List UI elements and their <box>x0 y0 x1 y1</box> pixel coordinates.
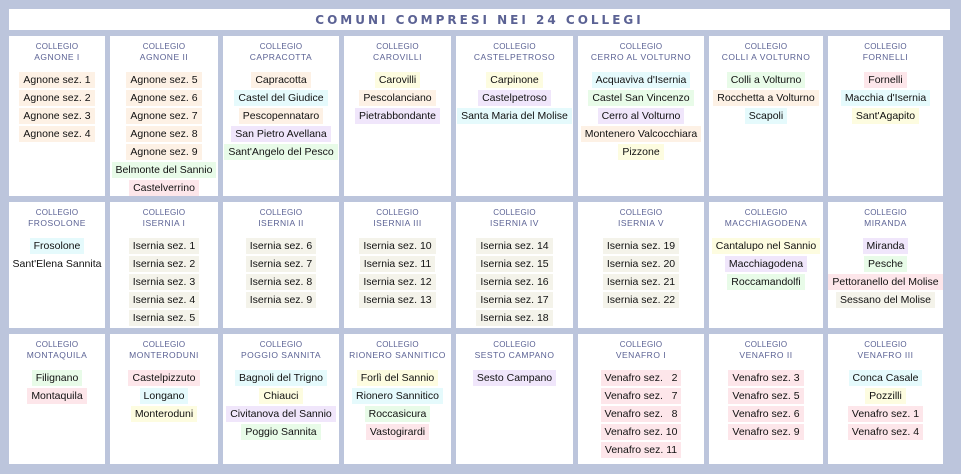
comune-item: Civitanova del Sannio <box>226 406 336 422</box>
collegio-name: VENAFRO II <box>739 350 793 360</box>
comune-item: Isernia sez. 11 <box>360 256 436 272</box>
collegio-label: COLLEGIO <box>376 208 419 217</box>
comune-item: Cerro al Volturno <box>598 108 685 124</box>
comune-item: Isernia sez. 7 <box>246 256 316 272</box>
collegio-name: AGNONE I <box>34 52 80 62</box>
collegio-name: ISERNIA IV <box>490 218 539 228</box>
collegio-label: COLLEGIO <box>744 42 788 51</box>
comune-item: Agnone sez. 4 <box>19 126 94 142</box>
comune-item: Pesche <box>864 256 907 272</box>
collegi-grid <box>9 36 950 464</box>
comune-item: Isernia sez. 13 <box>359 292 435 308</box>
collegio-header <box>456 42 573 70</box>
collegio-header <box>110 340 218 368</box>
comune-item: Agnone sez. 9 <box>126 144 201 160</box>
comune-item: Isernia sez. 5 <box>129 310 199 326</box>
comune-item: Venafro sez. 6 <box>728 406 803 422</box>
comune-item: Agnone sez. 3 <box>19 108 94 124</box>
collegio-name: VENAFRO I <box>615 350 667 360</box>
comune-item: Venafro sez. 9 <box>728 424 803 440</box>
collegio-name: ISERNIA III <box>373 218 422 228</box>
collegio-name: RIONERO SANNITICO <box>349 350 446 360</box>
comune-item: Sant'Elena Sannita <box>9 256 105 272</box>
comune-item: Pettoranello del Molise <box>828 274 942 290</box>
comune-item: Isernia sez. 20 <box>603 256 679 272</box>
collegio-cell <box>344 334 451 464</box>
comuni-list <box>709 368 823 440</box>
comune-item: Isernia sez. 17 <box>476 292 552 308</box>
comune-item: Isernia sez. 6 <box>246 238 316 254</box>
collegio-cell <box>828 334 943 464</box>
comune-item: San Pietro Avellana <box>231 126 330 142</box>
collegio-name: CERRO AL VOLTURNO <box>590 52 692 62</box>
title-bar <box>9 9 950 30</box>
collegio-label: COLLEGIO <box>142 208 186 217</box>
collegio-cell <box>578 202 704 328</box>
collegio-label: COLLEGIO <box>619 208 663 217</box>
comune-item: Isernia sez. 12 <box>359 274 435 290</box>
comune-item: Agnone sez. 1 <box>19 72 94 88</box>
collegio-header <box>828 42 943 70</box>
comune-item: Roccamandolfi <box>727 274 804 290</box>
comune-item: Isernia sez. 3 <box>129 274 199 290</box>
collegio-header <box>344 340 451 368</box>
collegio-label: COLLEGIO <box>376 42 419 51</box>
comune-item: Montaquila <box>27 388 86 404</box>
comune-item: Isernia sez. 4 <box>129 292 199 308</box>
collegio-header <box>709 208 823 236</box>
comune-item: Poggio Sannita <box>241 424 320 440</box>
comune-item: Santa Maria del Molise <box>457 108 572 124</box>
comune-item: Macchiagodena <box>725 256 807 272</box>
collegio-header <box>828 340 943 368</box>
collegio-name: ISERNIA I <box>142 218 186 228</box>
comune-item: Isernia sez. 2 <box>129 256 199 272</box>
collegio-name: COLLI A VOLTURNO <box>721 52 811 62</box>
comune-item: Rocchetta a Volturno <box>713 90 818 106</box>
comuni-list <box>828 368 943 440</box>
comune-item: Pescopennataro <box>239 108 323 124</box>
comune-item: Isernia sez. 8 <box>246 274 316 290</box>
comune-item: Castel San Vincenzo <box>588 90 693 106</box>
comune-item: Venafro sez. 11 <box>601 442 681 458</box>
collegio-name: SESTO CAMPANO <box>474 350 555 360</box>
comune-item: Venafro sez. 10 <box>601 424 682 440</box>
comune-item: Fornelli <box>864 72 906 88</box>
comune-item: Chiauci <box>259 388 302 404</box>
comune-item: Agnone sez. 6 <box>126 90 201 106</box>
comune-item: Carovilli <box>375 72 420 88</box>
collegio-header <box>223 208 339 236</box>
comuni-list <box>709 236 823 290</box>
comuni-list <box>344 368 451 440</box>
comune-item: Venafro sez. 3 <box>728 370 803 386</box>
comune-item: Pizzone <box>618 144 663 160</box>
collegio-header <box>223 340 339 368</box>
comuni-list <box>709 70 823 124</box>
comune-item: Vastogirardi <box>366 424 429 440</box>
collegio-header <box>456 340 573 368</box>
collegio-label: COLLEGIO <box>142 340 186 349</box>
comune-item: Castelpetroso <box>478 90 551 106</box>
comuni-list <box>110 368 218 422</box>
collegio-label: COLLEGIO <box>864 208 907 217</box>
collegio-name: VENAFRO III <box>857 350 914 360</box>
comune-item: Venafro sez. 2 <box>601 370 682 386</box>
collegio-header <box>110 208 218 236</box>
comune-item: Agnone sez. 8 <box>126 126 201 142</box>
comune-item: Sesto Campano <box>473 370 556 386</box>
comune-item: Venafro sez. 7 <box>601 388 682 404</box>
comune-item: Rionero Sannitico <box>352 388 443 404</box>
comune-item: Monteroduni <box>131 406 197 422</box>
comuni-list <box>223 236 339 308</box>
collegio-label: COLLEGIO <box>376 340 419 349</box>
comune-item: Miranda <box>863 238 909 254</box>
comune-item: Forlì del Sannio <box>357 370 439 386</box>
comune-item: Agnone sez. 5 <box>126 72 201 88</box>
comune-item: Isernia sez. 15 <box>476 256 552 272</box>
comuni-list <box>9 236 105 272</box>
comune-item: Frosolone <box>30 238 85 254</box>
collegio-cell <box>828 202 943 328</box>
collegio-label: COLLEGIO <box>864 340 907 349</box>
collegio-header <box>9 340 105 368</box>
page-title: COMUNI COMPRESI NEI 24 COLLEGI <box>315 12 644 27</box>
collegio-name: CAPRACOTTA <box>249 52 313 62</box>
collegio-cell <box>828 36 943 196</box>
collegio-label: COLLEGIO <box>493 340 536 349</box>
comune-item: Montenero Valcocchiara <box>581 126 701 142</box>
comune-item: Carpinone <box>486 72 542 88</box>
collegio-label: COLLEGIO <box>259 208 303 217</box>
comune-item: Venafro sez. 8 <box>601 406 682 422</box>
collegio-header <box>9 42 105 70</box>
collegio-name: MACCHIAGODENA <box>724 218 808 228</box>
collegio-name: ISERNIA II <box>258 218 304 228</box>
collegio-name: FROSOLONE <box>28 218 86 228</box>
comune-item: Filignano <box>32 370 83 386</box>
collegio-cell <box>456 36 573 196</box>
comuni-list <box>456 70 573 124</box>
comune-item: Belmonte del Sannio <box>112 162 217 178</box>
collegio-cell <box>9 36 105 196</box>
collegio-cell <box>223 202 339 328</box>
comune-item: Longano <box>140 388 189 404</box>
collegio-label: COLLEGIO <box>619 340 663 349</box>
collegio-label: COLLEGIO <box>864 42 907 51</box>
collegio-header <box>344 208 451 236</box>
collegio-cell <box>110 334 218 464</box>
comune-item: Agnone sez. 7 <box>126 108 201 124</box>
comune-item: Bagnoli del Trigno <box>235 370 327 386</box>
collegio-name: MONTAQUILA <box>26 350 88 360</box>
collegio-header <box>456 208 573 236</box>
collegio-cell <box>709 36 823 196</box>
comune-item: Venafro sez. 4 <box>848 424 923 440</box>
collegio-label: COLLEGIO <box>35 340 79 349</box>
comune-item: Venafro sez. 5 <box>728 388 803 404</box>
collegio-label: COLLEGIO <box>744 208 788 217</box>
collegio-name: POGGIO SANNITA <box>240 350 322 360</box>
comuni-list <box>344 70 451 124</box>
collegio-label: COLLEGIO <box>619 42 663 51</box>
comune-item: Sant'Angelo del Pesco <box>224 144 337 160</box>
collegio-name: MONTERODUNI <box>129 350 199 360</box>
collegio-header <box>344 42 451 70</box>
comune-item: Isernia sez. 19 <box>603 238 679 254</box>
collegio-header <box>828 208 943 236</box>
comuni-list <box>578 236 704 308</box>
collegio-cell <box>456 334 573 464</box>
collegio-cell <box>223 334 339 464</box>
collegio-label: COLLEGIO <box>744 340 788 349</box>
collegio-cell <box>9 202 105 328</box>
collegio-name: AGNONE II <box>139 52 189 62</box>
collegio-header <box>110 42 218 70</box>
comuni-list <box>9 368 105 404</box>
comune-item: Isernia sez. 16 <box>476 274 552 290</box>
collegio-header <box>709 340 823 368</box>
comune-item: Isernia sez. 21 <box>603 274 679 290</box>
collegio-header <box>578 42 704 70</box>
collegio-cell <box>344 202 451 328</box>
comune-item: Isernia sez. 14 <box>476 238 552 254</box>
collegio-label: COLLEGIO <box>259 340 303 349</box>
comuni-list <box>110 70 218 196</box>
collegio-label: COLLEGIO <box>35 208 79 217</box>
collegio-header <box>223 42 339 70</box>
collegio-cell <box>456 202 573 328</box>
collegio-cell <box>578 36 704 196</box>
collegio-label: COLLEGIO <box>493 42 536 51</box>
comune-item: Isernia sez. 9 <box>246 292 316 308</box>
collegio-cell <box>578 334 704 464</box>
comune-item: Venafro sez. 1 <box>848 406 923 422</box>
comuni-list <box>344 236 451 308</box>
comuni-list <box>456 236 573 326</box>
collegio-name: FORNELLI <box>862 52 909 62</box>
comune-item: Castel del Giudice <box>234 90 327 106</box>
comuni-list <box>110 236 218 326</box>
comune-item: Isernia sez. 1 <box>129 238 199 254</box>
comune-item: Pozzilli <box>865 388 906 404</box>
comuni-list <box>456 368 573 386</box>
collegio-label: COLLEGIO <box>493 208 536 217</box>
comune-item: Conca Casale <box>849 370 923 386</box>
collegio-cell <box>709 334 823 464</box>
comuni-list <box>9 70 105 142</box>
collegio-label: COLLEGIO <box>259 42 303 51</box>
collegio-cell <box>110 202 218 328</box>
comune-item: Capracotta <box>251 72 310 88</box>
comune-item: Sessano del Molise <box>836 292 935 308</box>
comuni-list <box>578 70 704 160</box>
collegio-cell <box>223 36 339 196</box>
collegio-name: ISERNIA V <box>617 218 665 228</box>
collegio-label: COLLEGIO <box>142 42 186 51</box>
comune-item: Pescolanciano <box>359 90 435 106</box>
collegio-name: CASTELPETROSO <box>473 52 556 62</box>
collegio-header <box>578 340 704 368</box>
comune-item: Pietrabbondante <box>355 108 440 124</box>
comune-item: Colli a Volturno <box>727 72 806 88</box>
collegio-label: COLLEGIO <box>35 42 79 51</box>
comune-item: Macchia d'Isernia <box>841 90 930 106</box>
comune-item: Acquaviva d'Isernia <box>592 72 691 88</box>
comune-item: Cantalupo nel Sannio <box>712 238 820 254</box>
comuni-list <box>828 70 943 124</box>
comune-item: Castelverrino <box>129 180 199 196</box>
collegio-header <box>9 208 105 236</box>
comuni-list <box>223 368 339 440</box>
comune-item: Sant'Agapito <box>852 108 919 124</box>
comune-item: Agnone sez. 2 <box>19 90 94 106</box>
collegio-name: MIRANDA <box>864 218 907 228</box>
comune-item: Scapoli <box>745 108 787 124</box>
comuni-list <box>223 70 339 160</box>
comune-item: Isernia sez. 10 <box>359 238 435 254</box>
comuni-list <box>828 236 943 308</box>
collegio-cell <box>344 36 451 196</box>
collegio-cell <box>9 334 105 464</box>
comune-item: Isernia sez. 18 <box>476 310 552 326</box>
comune-item: Isernia sez. 22 <box>603 292 679 308</box>
collegio-name: CAROVILLI <box>373 52 422 62</box>
comuni-list <box>578 368 704 458</box>
collegio-header <box>709 42 823 70</box>
comune-item: Castelpizzuto <box>128 370 199 386</box>
collegio-cell <box>110 36 218 196</box>
collegio-cell <box>709 202 823 328</box>
comune-item: Roccasicura <box>365 406 431 422</box>
collegio-header <box>578 208 704 236</box>
